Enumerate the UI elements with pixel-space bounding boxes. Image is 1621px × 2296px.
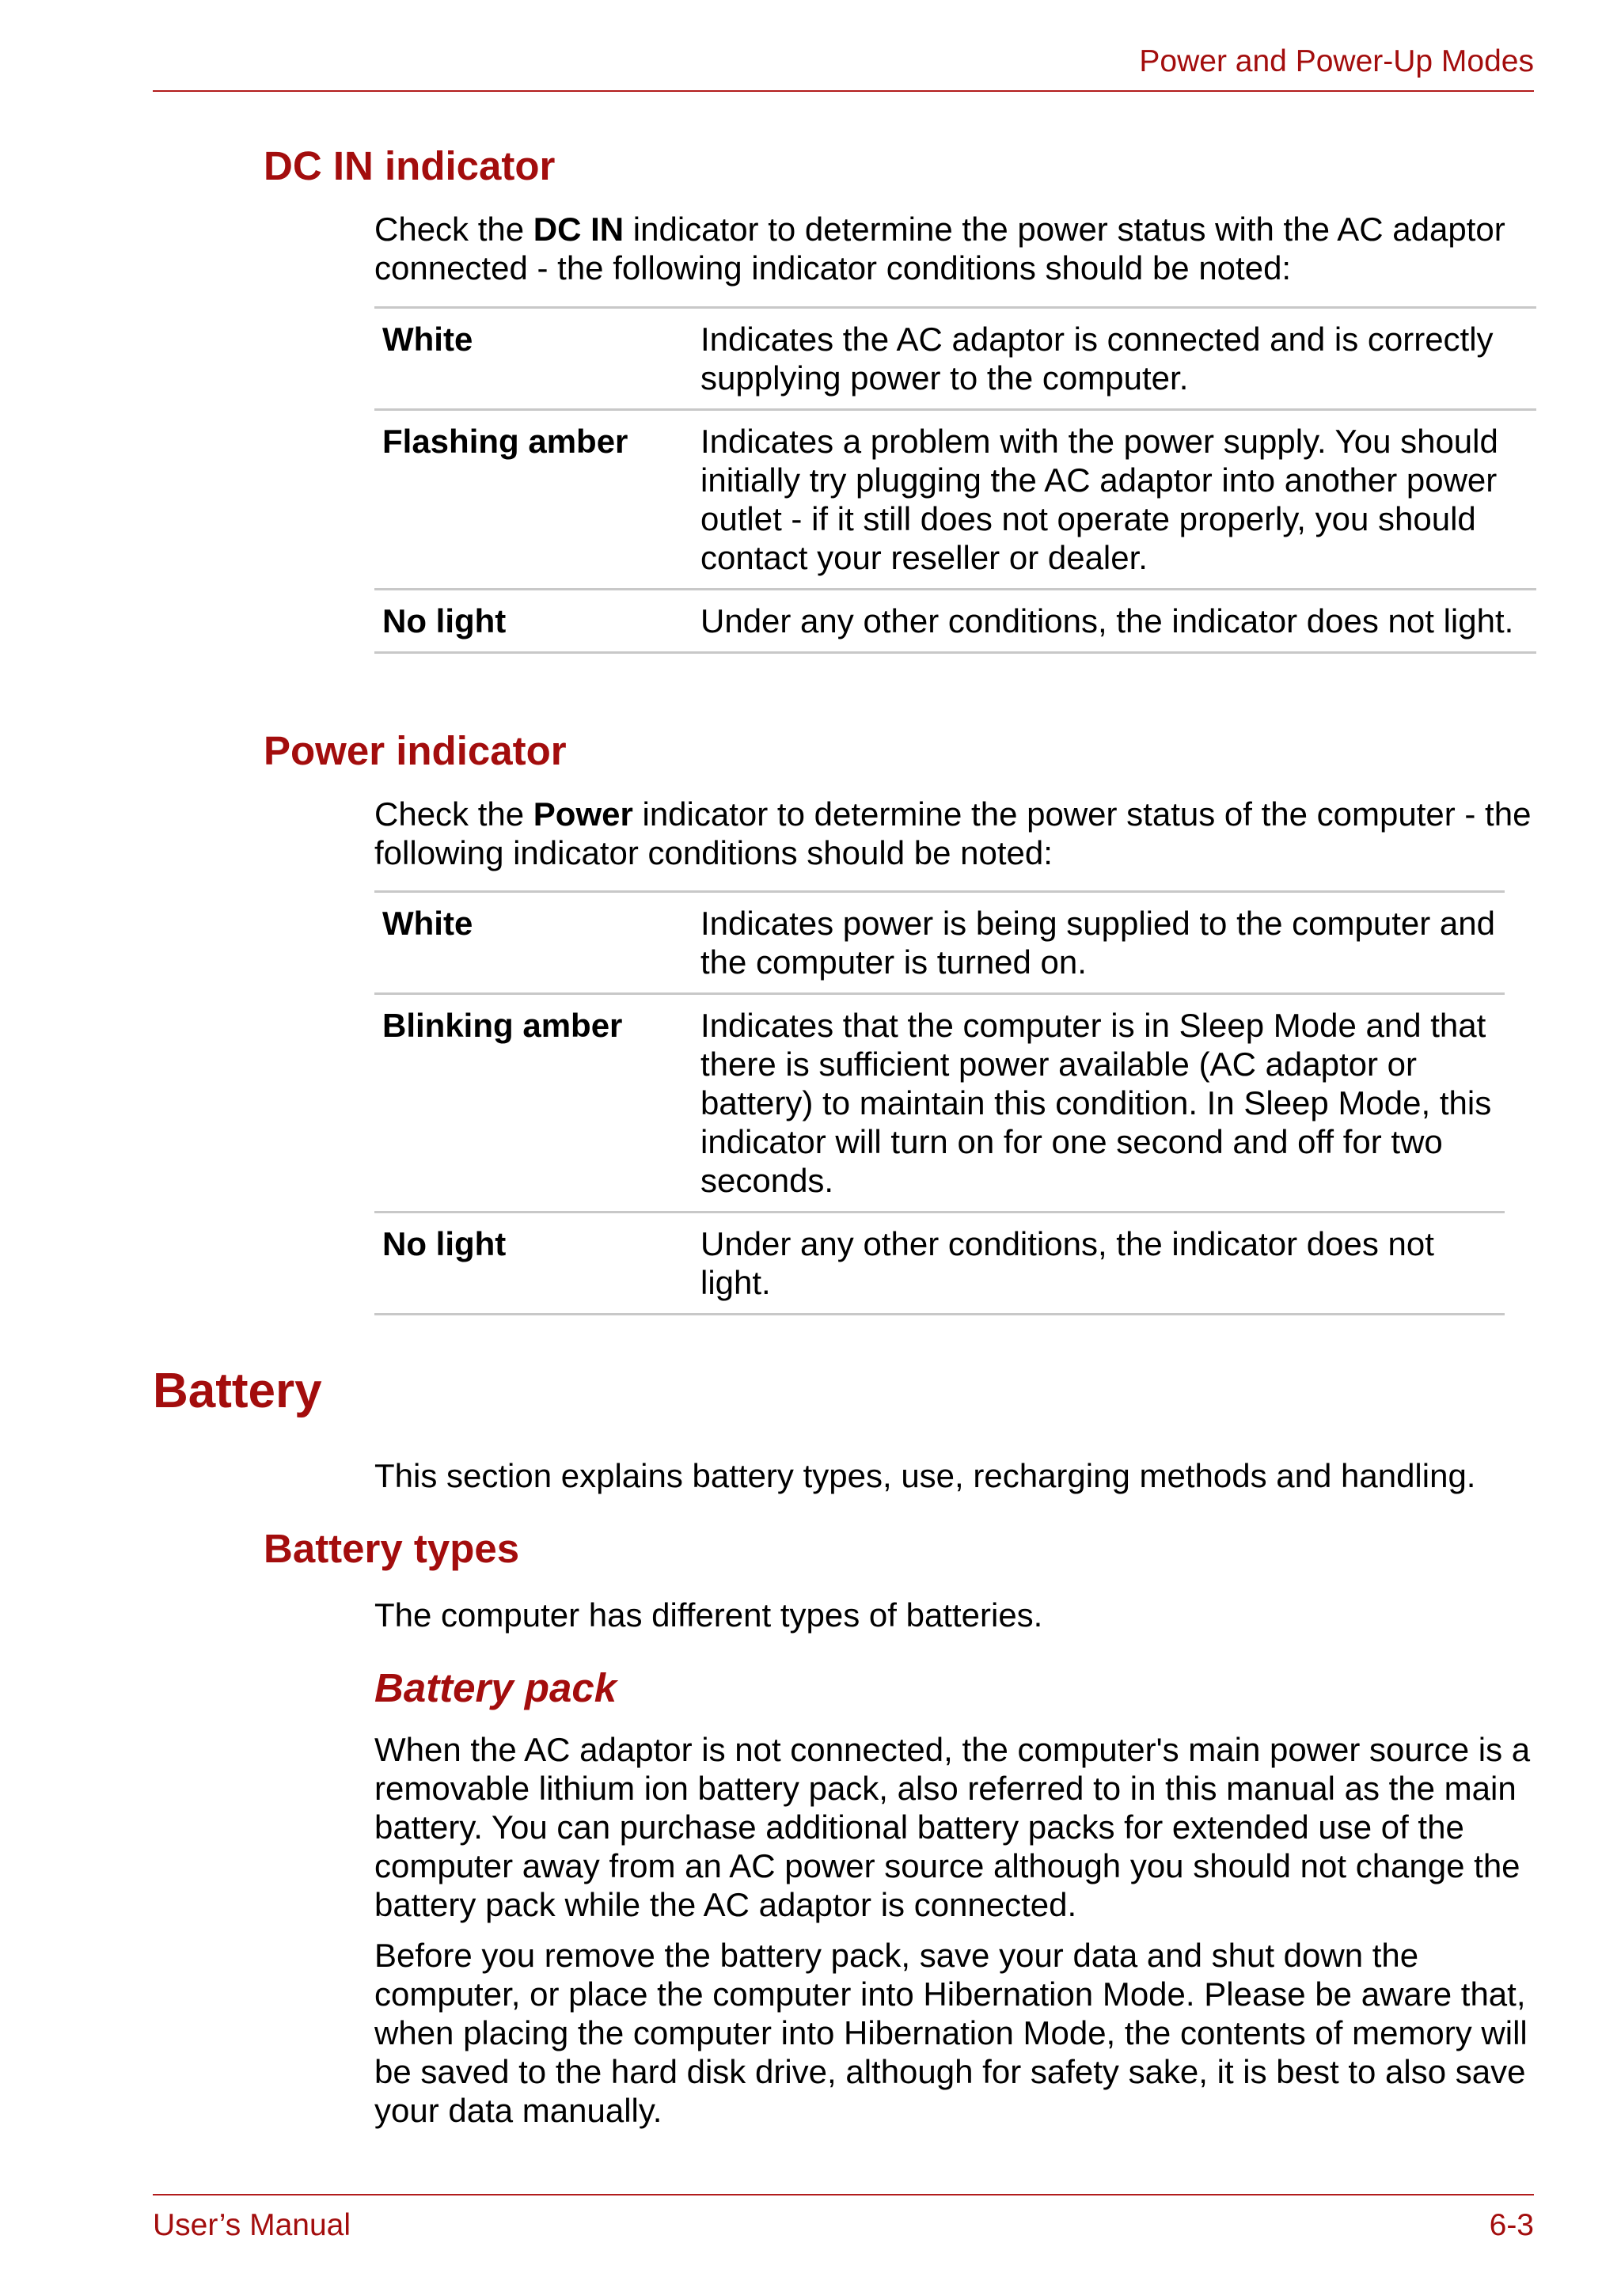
footer-manual-title: User’s Manual	[153, 2208, 351, 2242]
power-intro-text-a: Check the	[374, 795, 533, 833]
indicator-desc: Indicates that the computer is in Sleep Mode and that there is sufficient power available (AC adaptor or battery) to maintain this condition. In Sleep Mode, this indicator will turn on for one second and off for two seconds.	[700, 1007, 1492, 1199]
power-intro-text-b: indicator to determine the power status of the computer - the following indicator conditions should be noted:	[374, 795, 1532, 871]
table-row	[374, 893, 1505, 995]
table-row	[374, 995, 1505, 1213]
battery-intro: This section explains battery types, use, recharging methods and handling.	[374, 1457, 1476, 1494]
table-row	[374, 411, 1536, 590]
power-heading: Power indicator	[264, 728, 567, 773]
footer-divider	[153, 2194, 1534, 2195]
header-divider	[153, 90, 1534, 92]
indicator-term: Blinking amber	[382, 1007, 623, 1044]
indicator-term: No light	[382, 602, 507, 639]
table-row	[374, 590, 1536, 654]
dcin-intro	[374, 210, 1538, 287]
dcin-intro-bold: DC IN	[533, 211, 624, 248]
battery-heading: Battery	[153, 1364, 322, 1418]
power-table	[374, 890, 1505, 1315]
indicator-desc: Under any other conditions, the indicator does not light.	[700, 1225, 1434, 1301]
indicator-desc: Indicates a problem with the power supply. You should initially try plugging the AC adaptor into another power outlet - if it still does not operate properly, you should contact your reseller or dealer.	[700, 423, 1498, 576]
table-row	[374, 309, 1536, 411]
indicator-term: White	[382, 321, 473, 358]
page-number: 6-3	[1489, 2208, 1534, 2242]
power-intro	[374, 795, 1538, 872]
indicator-term: No light	[382, 1225, 507, 1262]
power-intro-bold: Power	[533, 795, 633, 833]
dcin-heading: DC IN indicator	[264, 143, 556, 188]
battery-pack-heading: Battery pack	[374, 1665, 617, 1710]
indicator-term: Flashing amber	[382, 423, 628, 460]
table-row	[374, 1213, 1505, 1315]
indicator-desc: Indicates power is being supplied to the computer and the computer is turned on.	[700, 905, 1495, 981]
battery-types-heading: Battery types	[264, 1526, 520, 1571]
indicator-desc: Indicates the AC adaptor is connected and is correctly supplying power to the computer.	[700, 321, 1494, 397]
dcin-intro-text-a: Check the	[374, 211, 533, 248]
running-header: Power and Power-Up Modes	[1139, 44, 1534, 78]
dcin-intro-text-b: indicator to determine the power status with the AC adaptor connected - the following indicator conditions should be noted:	[374, 211, 1505, 287]
dcin-table	[374, 306, 1536, 654]
indicator-term: White	[382, 905, 473, 942]
battery-types-intro: The computer has different types of batteries.	[374, 1596, 1043, 1634]
battery-pack-paragraph-2: Before you remove the battery pack, save your data and shut down the computer, or place the computer into Hibernation Mode. Please be aware that, when placing the computer into Hibernation Mode, the contents of memory will be saved to the hard disk drive, although for safety sake, it is best to also save your data manually.	[374, 1937, 1528, 2129]
indicator-desc: Under any other conditions, the indicator does not light.	[700, 602, 1514, 639]
battery-pack-paragraph-1: When the AC adaptor is not connected, the computer's main power source is a removable lithium ion battery pack, also referred to in this manual as the main battery. You can purchase additional battery packs for extended use of the computer away from an AC power source although you should not change the battery pack while the AC adaptor is connected.	[374, 1731, 1531, 1923]
